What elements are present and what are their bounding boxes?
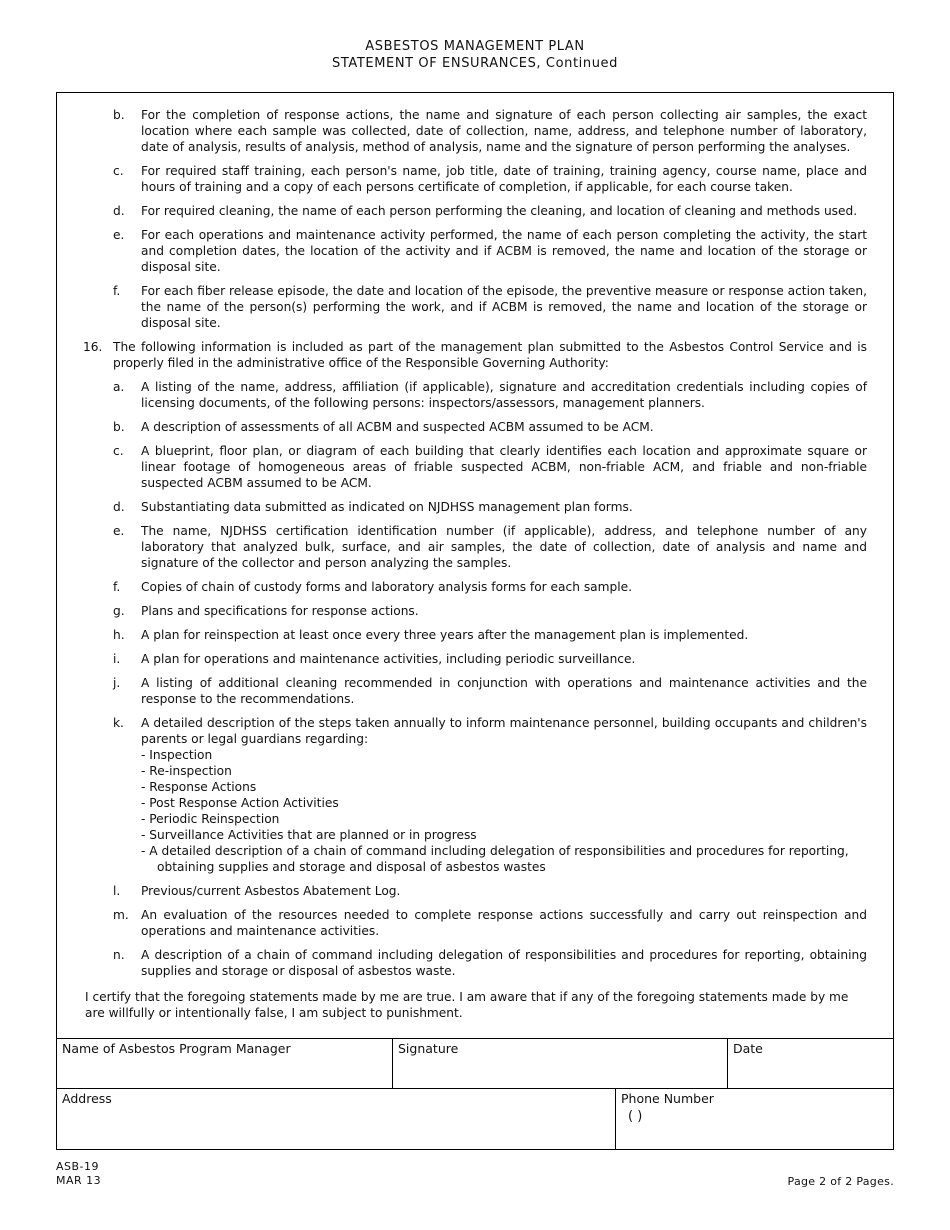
address-field[interactable] — [57, 1089, 615, 1150]
list-item: g. Plans and specifications for response actions. — [113, 604, 419, 618]
page-number: Page 2 of 2 Pages. — [787, 1175, 894, 1188]
bullet-item: - Response Actions — [141, 780, 257, 794]
manager-name-label: Name of Asbestos Program Manager — [62, 1041, 291, 1056]
bullet-list — [141, 747, 867, 875]
bullet-item: - Surveillance Activities that are planned or in progress — [141, 828, 477, 842]
list-item: d. For required cleaning, the name of each person performing the cleaning, and location of cleaning and methods used. — [113, 204, 858, 218]
manager-name-field[interactable] — [57, 1039, 392, 1089]
list-item: i. A plan for operations and maintenance activities, including periodic surveillance. — [113, 652, 636, 666]
form-content — [83, 107, 867, 1021]
list-item: c. A blueprint, floor plan, or diagram of each building that clearly identifies each location and approximate square or linear footage of homogeneous areas of friable suspected ACBM, non-friable ACM, and friable and non-friable suspected ACBM assumed to be ACM. — [113, 444, 867, 490]
list-item: c. For required staff training, each person's name, job title, date of training, training agency, course name, place and hours of training and a copy of each persons certificate of completion, if applicable, for each course taken. — [113, 164, 867, 194]
signature-label: Signature — [398, 1041, 459, 1056]
form-revision: MAR 13 — [56, 1174, 102, 1187]
list-item: e. The name, NJDHSS certification identification number (if applicable), address, and telephone number of any laboratory that analyzed bulk, surface, and air samples, the date of collection, date of analysis and name and signature of the collector and person analyzing the samples. — [113, 524, 867, 570]
list-item: l. Previous/current Asbestos Abatement Log. — [113, 884, 401, 898]
list-item: m. An evaluation of the resources needed to complete response actions successfully and carry out reinspection and operations and maintenance activities. — [113, 908, 867, 938]
form-frame — [56, 92, 894, 1150]
phone-label: Phone Number — [621, 1091, 714, 1106]
document-subtitle: STATEMENT OF ENSURANCES, Continued — [331, 56, 619, 71]
phone-area-code: ( ) — [628, 1109, 643, 1124]
date-field[interactable] — [728, 1039, 893, 1089]
bullet-item: - Post Response Action Activities — [141, 796, 339, 810]
signature-table — [57, 1038, 893, 1150]
bullet-item: - Re-inspection — [141, 764, 232, 778]
bullet-item-continuation: obtaining supplies and storage and disposal of asbestos wastes — [157, 860, 546, 874]
section-16-heading: 16. The following information is included as part of the management plan submitted to the Asbestos Control Service and is properly filed in the administrative office of the Responsible Governing Authority: — [83, 340, 867, 370]
section-15-items — [83, 107, 867, 331]
list-item: h. A plan for reinspection at least once every three years after the management plan is implemented. — [113, 628, 749, 642]
document-header — [0, 38, 950, 72]
bullet-item: - Periodic Reinspection — [141, 812, 280, 826]
section-16-items — [83, 379, 867, 979]
signature-field[interactable] — [393, 1039, 727, 1089]
document-title: ASBESTOS MANAGEMENT PLAN — [365, 39, 585, 54]
list-item: j. A listing of additional cleaning recommended in conjunction with operations and maintenance activities and the response to the recommendations. — [113, 676, 867, 706]
list-item: e. For each operations and maintenance activity performed, the name of each person completing the activity, the start and completion dates, the location of the activity and if ACBM is removed, the name and location of the storage or disposal site. — [113, 228, 867, 274]
list-item: b. A description of assessments of all ACBM and suspected ACBM assumed to be ACM. — [113, 420, 654, 434]
list-item-k-intro: A detailed description of the steps taken annually to inform maintenance personnel, building occupants and children's parents or legal guardians regarding: — [141, 716, 867, 746]
form-id — [56, 1160, 101, 1188]
list-item: f. Copies of chain of custody forms and laboratory analysis forms for each sample. — [113, 580, 633, 594]
bullet-item: - Inspection — [141, 748, 213, 762]
list-item: n. A description of a chain of command including delegation of responsibilities and procedures for reporting, obtaining supplies and storage or disposal of asbestos waste. — [113, 948, 867, 978]
list-item: b. For the completion of response actions, the name and signature of each person collecting air samples, the exact location where each sample was collected, date of collection, name, address, and telephone number of laboratory, date of analysis, results of analysis, method of analysis, name and the signature of person performing the analyses. — [113, 108, 867, 154]
certification-statement: I certify that the foregoing statements made by me are true. I am aware that if any of the foregoing statements made by me are willfully or intentionally false, I am subject to punishment. — [85, 990, 849, 1020]
phone-field[interactable] — [616, 1089, 893, 1150]
bullet-item: - A detailed description of a chain of command including delegation of responsibilities and procedures for reporting, — [141, 844, 849, 858]
list-item: a. A listing of the name, address, affiliation (if applicable), signature and accreditation credentials including copies of licensing documents, of the following persons: inspectors/assessors, management planners. — [113, 380, 867, 410]
address-label: Address — [62, 1091, 112, 1106]
form-number: ASB-19 — [56, 1160, 100, 1173]
list-item: d. Substantiating data submitted as indicated on NJDHSS management plan forms. — [113, 500, 633, 514]
list-item: f. For each fiber release episode, the date and location of the episode, the preventive measure or response action taken, the name of the person(s) performing the work, and if ACBM is removed, the name and location of the storage or disposal site. — [113, 284, 867, 330]
list-item-k: k. A detailed description of the steps taken annually to inform maintenance personnel, building occupants and children's parents or legal guardians regarding: - Inspection - Re-inspection - Response Actions - Post Response Action Activities - Periodic Reinspection - Surveillance Activities that are planned or in progress - A detailed description of a chain of command including delegation of responsibilities and procedures for reporting, obtaining supplies and storage and disposal of asbestos wastes — [113, 716, 867, 874]
date-label: Date — [733, 1041, 763, 1056]
